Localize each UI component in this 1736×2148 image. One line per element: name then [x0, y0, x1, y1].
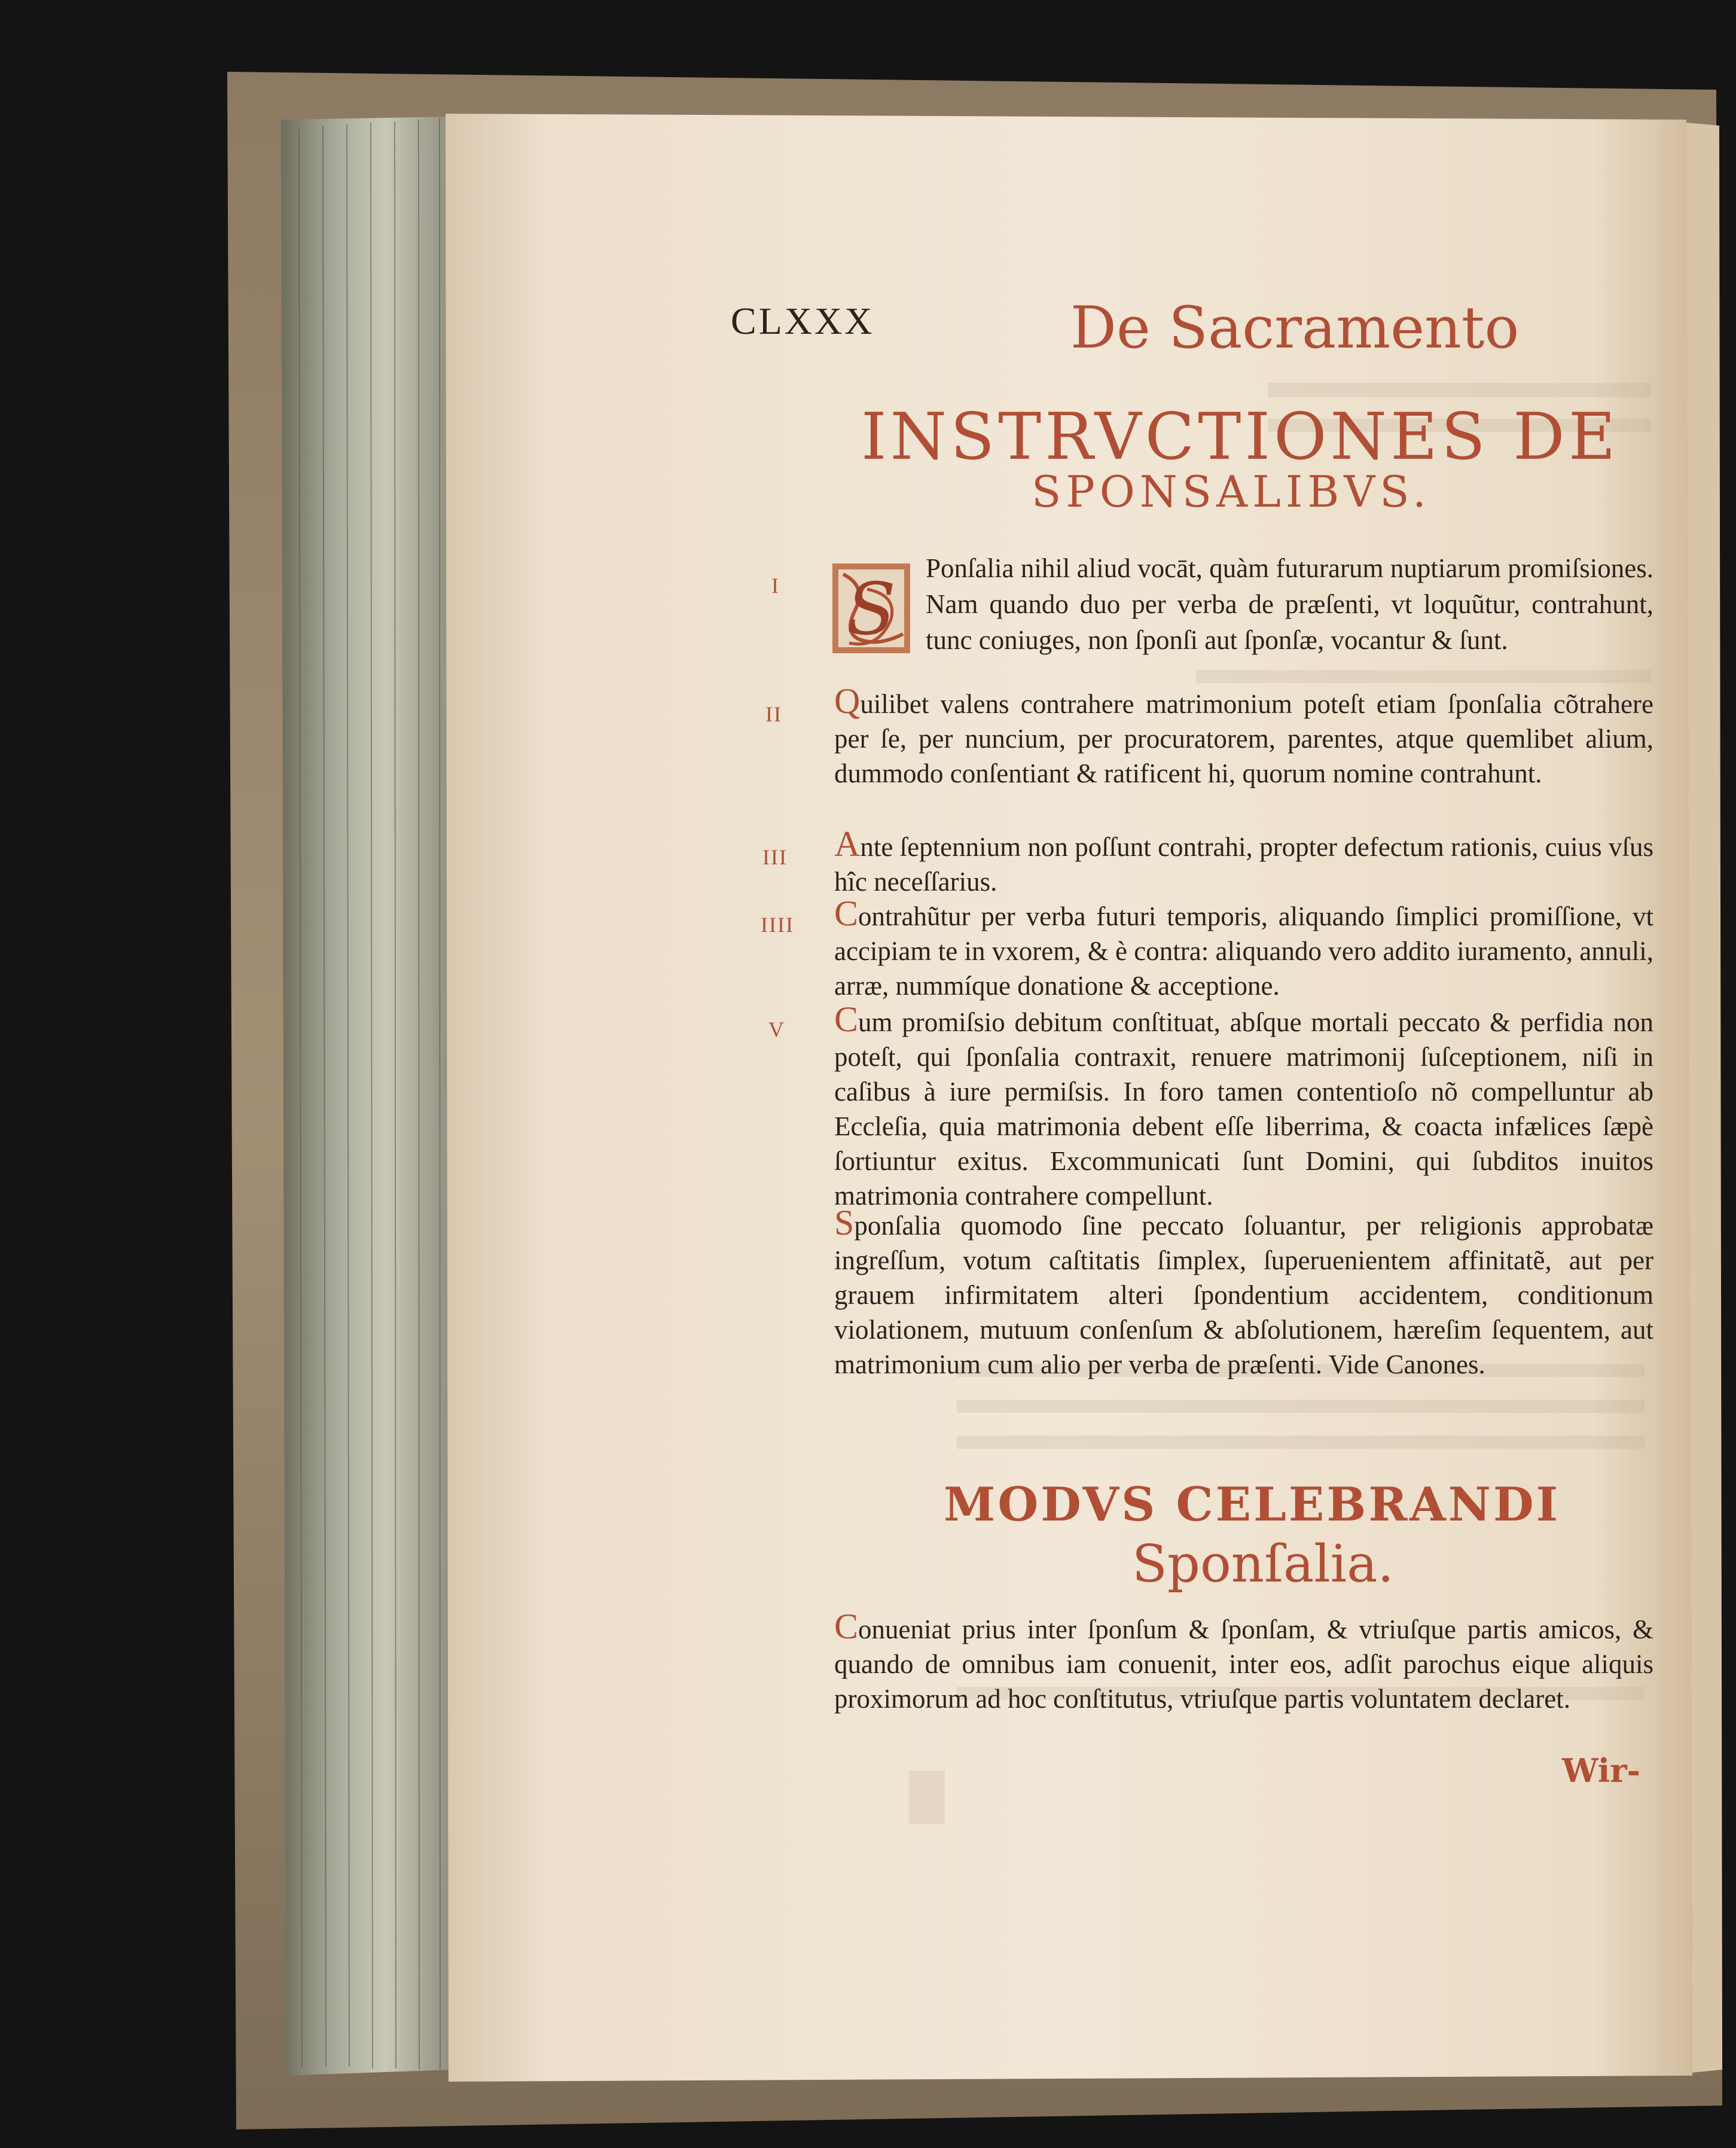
- folio-number: CLXXX: [731, 300, 875, 342]
- paragraph-text: nte ſeptennium non poſſunt contrahi, propter defectum rationis, cuius vſus hîc neceſſarius.: [834, 832, 1653, 897]
- running-head: De Sacramento: [1070, 294, 1520, 361]
- paragraph-text: ponſalia quomodo ſine peccato ſoluantur, per religionis approbatæ ingreſſum, votum caſtitatis ſimplex, ſuperuenientem affinitatẽ, aut per grauem infirmitatem alteri ſpondentium accidentem, conditionum violationem, mutuum conſenſum & abſolutionem, hæreſim ſequentem, aut matrimonium cum alio per verba de præſenti. Vide Canones.: [834, 1211, 1653, 1379]
- lead-letter: S: [834, 1203, 855, 1242]
- subsection-title-line2: Sponſalia.: [1132, 1534, 1394, 1594]
- lead-letter: Q: [834, 681, 861, 721]
- marginal-number: I: [771, 574, 780, 598]
- lead-letter: C: [834, 1607, 859, 1646]
- paragraph-text: Ponſalia nihil aliud vocāt, quàm futurarum nuptiarum promiſsiones. Nam quando duo per verba de præſenti, vt loquũtur, contrahunt, tunc coniuges, non ſponſi aut ſponſæ, vocantur & ſunt.: [926, 553, 1653, 655]
- paragraph-2: [834, 681, 1653, 791]
- paragraph-text: onueniat prius inter ſponſum & ſponſam, & vtriuſque partis amicos, & quando de omnibus iam conuenit, inter eos, adſit parochus eique aliquis proximorum ad hoc conſtitutus, vtriuſque partis voluntatem declaret.: [834, 1614, 1653, 1714]
- paragraph-text: ontrahũtur per verba futuri temporis, aliquando ſimplici promiſſione, vt accipiam te in vxorem, & è contra: aliquando vero addito iuramento, annuli, arræ, nummíque donatione & acceptione.: [834, 901, 1653, 1001]
- lead-letter: C: [834, 1000, 859, 1039]
- paragraph-4: [834, 896, 1653, 1003]
- paragraph-3: [834, 824, 1653, 899]
- paragraph-text: uilibet valens contrahere matrimonium poteſt etiam ſponſalia cõtrahere per ſe, per nuncium, per procuratorem, parentes, atque quemlibet alium, dummodo conſentiant & ratificent hi, quorum nomine contrahunt.: [834, 689, 1653, 788]
- marginal-number: III: [762, 845, 788, 869]
- paragraph-5: [834, 1002, 1653, 1213]
- paragraph-7: [834, 1609, 1653, 1716]
- section-title-line2: SPONSALIBVS.: [1032, 467, 1431, 517]
- paragraph-text: um promiſsio debitum conſtituat, abſque mortali peccato & perfidia non poteſt, qui ſponſalia contraxit, renuere matrimonij ſuſceptionem, niſi in caſibus à iure permiſsis. In foro tamen contentioſo nõ compelluntur ab Eccleſia, quia matrimonia debent eſſe liberrima, & coacta infælices ſæpè ſortiuntur exitus. Excommunicati ſunt Domini, qui ſubditos inuitos matrimonia contrahere compellunt.: [834, 1007, 1653, 1211]
- marginal-number: IIII: [761, 913, 794, 937]
- catchword: Wir-: [1562, 1751, 1641, 1790]
- subsection-title-line1: MODVS CELEBRANDI: [944, 1477, 1561, 1532]
- lead-letter: C: [834, 894, 859, 933]
- paragraph-6: [834, 1205, 1653, 1382]
- section-title-line1: INSTRVCTIONES DE: [861, 400, 1619, 474]
- svg-text:S: S: [846, 568, 896, 651]
- marginal-number: II: [765, 702, 782, 726]
- paragraph-1: [926, 550, 1653, 658]
- lead-letter: A: [834, 824, 861, 864]
- marginal-number: V: [768, 1017, 785, 1041]
